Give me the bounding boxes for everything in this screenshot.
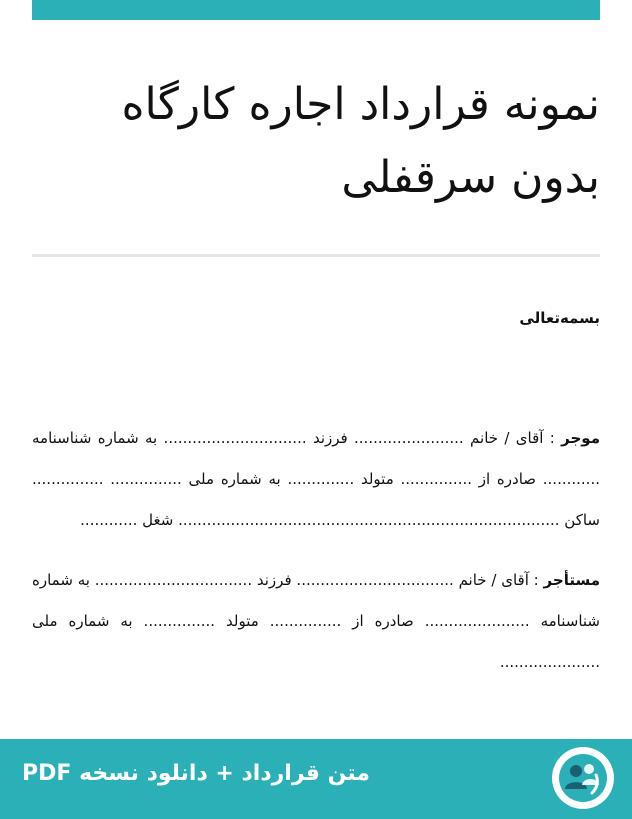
top-accent-bar	[32, 0, 600, 20]
lessor-label: موجر	[561, 429, 600, 447]
document-body	[32, 20, 600, 683]
lessor-text: : آقای / خانم ....................... فرزند .............................. به شماره شناسنامه ............ صادره از ............... متولد .............. به شماره ملی ............... ............... ساکن ................................................................................ شغل ............	[32, 429, 600, 529]
page-title: نمونه قرارداد اجاره کارگاه بدون سرقفلی	[121, 79, 600, 203]
title-divider	[32, 254, 600, 257]
lessor-paragraph	[32, 418, 600, 541]
download-banner[interactable]	[0, 739, 632, 819]
users-icon[interactable]	[552, 747, 614, 809]
tenant-label: مستأجر	[543, 571, 600, 589]
tenant-text: : آقای / خانم ................................. فرزند ................................. به شماره شناسنامه ...................... صادره از ............... متولد ............... به شماره ملی .....................	[32, 571, 600, 671]
bismillah-heading: بسمه‌تعالی	[519, 309, 600, 327]
tenant-paragraph	[32, 560, 600, 683]
download-pdf-label[interactable]: متن قرارداد + دانلود نسخه PDF	[22, 761, 370, 786]
